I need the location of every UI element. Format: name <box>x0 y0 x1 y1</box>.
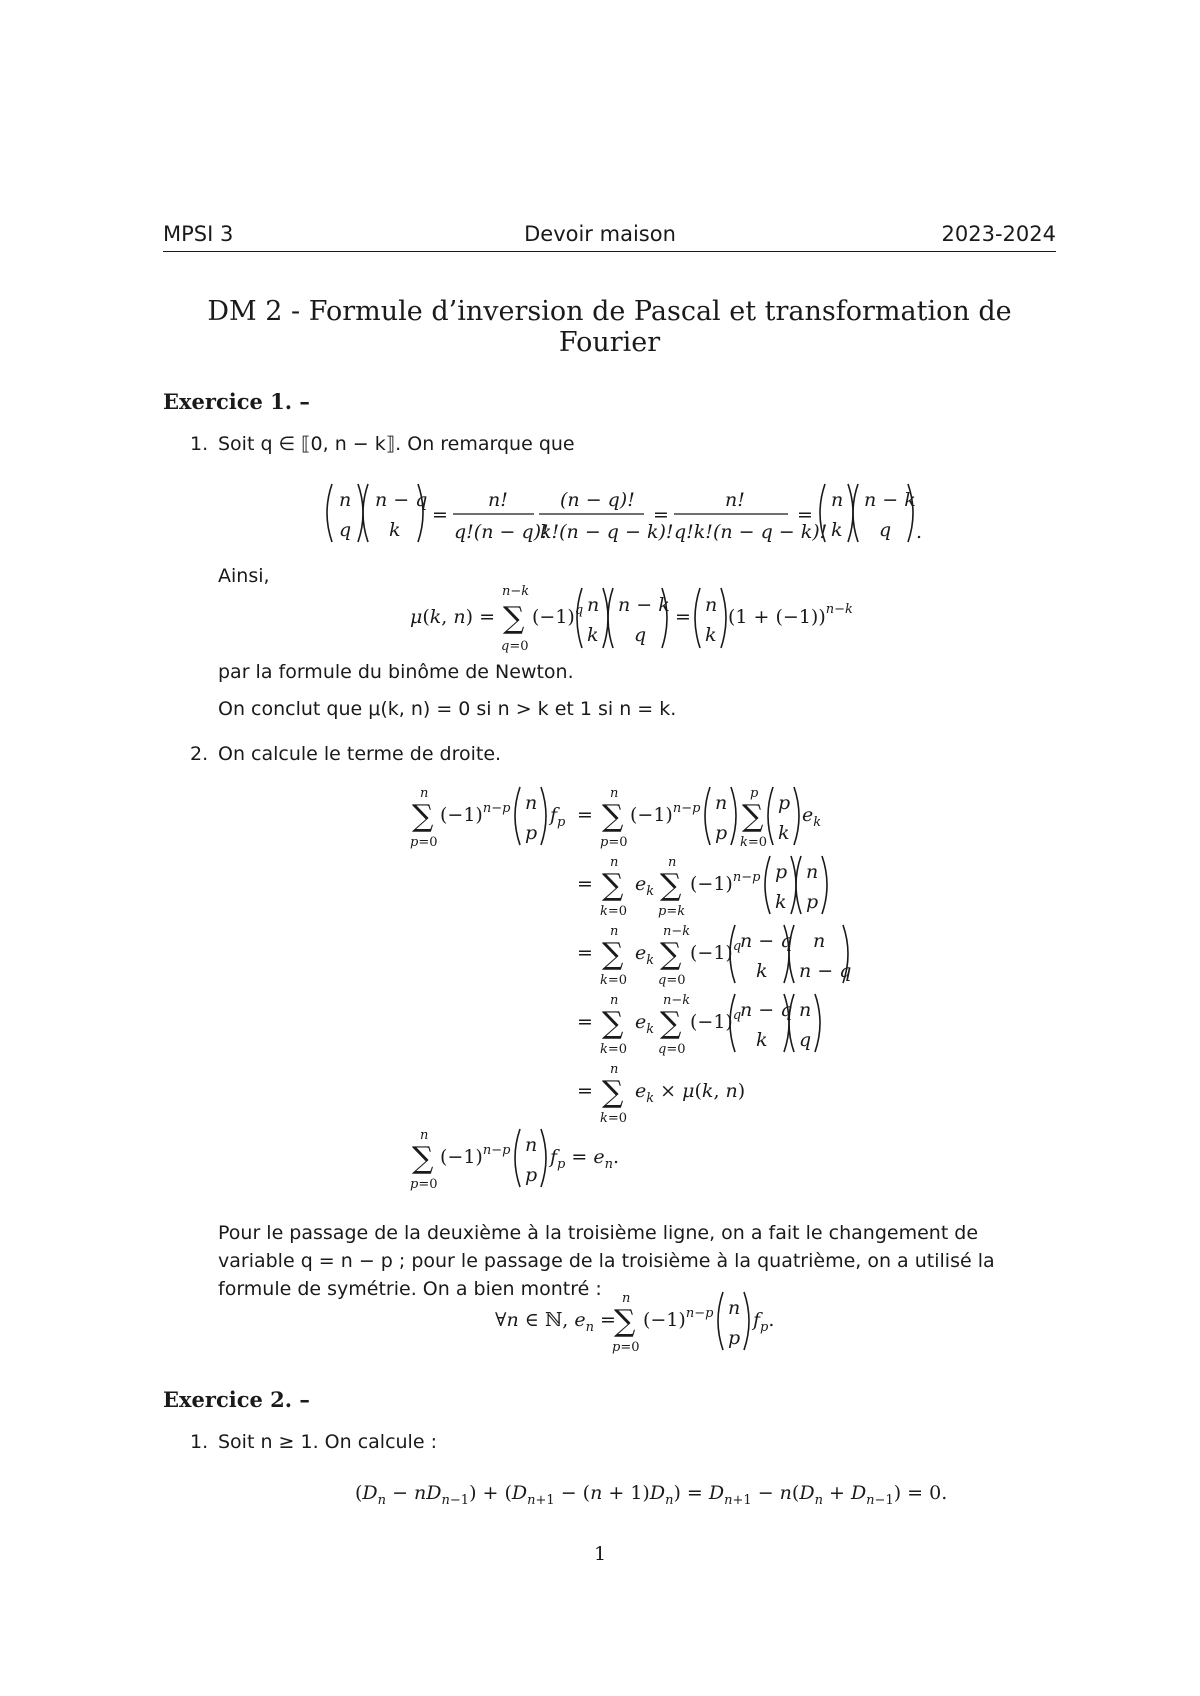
svg-text:p: p <box>750 786 759 801</box>
svg-text:q: q <box>634 624 647 646</box>
svg-text:(−1)n−p: $(-1)^{n-p}$ <box>690 870 761 895</box>
ex2-item1-number: 1. <box>190 1431 209 1453</box>
svg-text:(Dn − nDn−1) + (Dn+1 − (n + 1): $(D_n - nD_{n-1}) + (D_{n+1} - (n + 1)D_n) = D_{n+1} - n(D_n + D_{n-1}) = 0$. <box>355 1482 948 1508</box>
svg-text:(−1)n−p: $(-1)^{n-p}$ <box>643 1306 714 1331</box>
svg-text:p=0: p=0 <box>600 835 628 850</box>
svg-text:p: p <box>778 792 791 814</box>
svg-text:n: n <box>525 792 538 814</box>
svg-text:k: k <box>705 624 717 646</box>
svg-text:=: = <box>577 1011 593 1033</box>
svg-text:n: n <box>668 855 677 870</box>
svg-text:n: n <box>813 930 826 952</box>
svg-text:=: = <box>577 942 593 964</box>
svg-text:k=0: k=0 <box>600 1111 628 1126</box>
svg-text:k: k <box>778 822 790 844</box>
ex1-item1-intro: Soit q ∈ ⟦0, n − k⟧. On remarque que <box>218 433 575 455</box>
svg-text:(−1)n−p: $(-1)^{n-p}$ <box>440 1143 511 1168</box>
svg-text:k: k <box>756 1029 768 1051</box>
ex1-eq-mu <box>410 580 880 656</box>
svg-text:(−1)q: $(-1)^q$ <box>690 939 742 964</box>
svg-text:k: k <box>756 960 768 982</box>
svg-text:k: k <box>587 624 599 646</box>
svg-text:=: = <box>577 873 593 895</box>
svg-text:(−1)q: $(-1)^q$ <box>690 1008 742 1033</box>
svg-text:ek × μ(k, n): $e_k \times \mu(k$, n) <box>635 1080 746 1106</box>
svg-text:ek: $e_k$ <box>635 942 655 968</box>
svg-text:n: n <box>610 924 619 939</box>
svg-text:q: q <box>879 519 892 541</box>
svg-text:q!k!(n − q − k)!: q!k!(n − q − k)! <box>674 521 828 543</box>
svg-text:p: p <box>728 1327 741 1349</box>
svg-text:n: n <box>420 1128 429 1143</box>
svg-text:n: n <box>610 855 619 870</box>
ex1-ainsi: Ainsi, <box>218 565 270 587</box>
svg-text:n − q: n − q <box>799 960 852 982</box>
svg-text:n: n <box>420 786 429 801</box>
ex1-item2-intro: On calcule le terme de droite. <box>218 743 502 765</box>
svg-text:n: n <box>728 1297 741 1319</box>
svg-text:=: = <box>577 804 593 826</box>
ex1-item2-number: 2. <box>190 743 209 765</box>
ex2-eq-recurrence <box>355 1475 948 1511</box>
svg-text:(−1)n−p: $(-1)^{n-p}$ <box>630 801 701 826</box>
svg-text:q=0: q=0 <box>658 1042 686 1057</box>
svg-text:n: n <box>705 594 718 616</box>
svg-text:=: = <box>432 504 448 526</box>
svg-text:∑: ∑ <box>602 799 624 834</box>
svg-text:=: = <box>797 504 813 526</box>
svg-text:n − q: n − q <box>740 930 793 952</box>
svg-text:q!(n − q)!: q!(n − q)! <box>454 521 549 543</box>
page-title: DM 2 - Formule d’inversion de Pascal et transformation de Fourier <box>207 296 1012 358</box>
svg-text:n: n <box>525 1134 538 1156</box>
svg-text:ek: $e_k$ <box>802 804 822 830</box>
svg-text:p=0: p=0 <box>410 1177 438 1192</box>
svg-text:∑: ∑ <box>412 799 434 834</box>
svg-text:p=0: p=0 <box>410 835 438 850</box>
svg-text:fp.: $f_p$. <box>753 1309 775 1335</box>
ex1-conclusion: On conclut que μ(k, n) = 0 si n > k et 1 si n = k. <box>218 698 677 720</box>
svg-text:n − k: n − k <box>864 489 916 511</box>
svg-text:(−1)q: $(-1)^q$ <box>532 603 584 628</box>
ex1-newton: par la formule du binôme de Newton. <box>218 661 574 683</box>
svg-text:.: . <box>916 521 923 543</box>
ex2-item1-intro: Soit n ≥ 1. On calcule : <box>218 1431 437 1453</box>
svg-text:p: p <box>775 861 788 883</box>
ex1-item2-paragraph: Pour le passage de la deuxième à la troisième ligne, on a fait le changement de variable q = n − p ; pour le passage de la troisième à la quatrième, on a utilisé la formule de symétrie. On a bien montré : <box>218 1222 995 1300</box>
ex1-eq-final <box>495 1290 795 1362</box>
svg-text:p: p <box>525 1164 538 1186</box>
svg-text:k: k <box>831 519 843 541</box>
svg-text:n−k: n−k <box>663 993 691 1008</box>
svg-text:n: n <box>610 786 619 801</box>
svg-text:n!: n! <box>725 489 745 511</box>
svg-text:n: n <box>587 594 600 616</box>
svg-text:∑: ∑ <box>660 937 682 972</box>
svg-text:k: k <box>775 891 787 913</box>
svg-text:n − k: n − k <box>618 594 670 616</box>
svg-text:∑: ∑ <box>602 1006 624 1041</box>
svg-text:ek: $e_k$ <box>635 873 655 899</box>
svg-text:fp: $f_p$ <box>550 804 566 830</box>
svg-text:∑: ∑ <box>602 868 624 903</box>
svg-text:p: p <box>525 822 538 844</box>
svg-text:∑: ∑ <box>660 868 682 903</box>
svg-text:=: = <box>675 606 691 628</box>
exercise-1-heading: Exercice 1. – <box>163 389 310 414</box>
svg-text:∑: ∑ <box>602 1075 624 1110</box>
svg-text:n!: n! <box>488 489 508 511</box>
svg-text:k=0: k=0 <box>600 1042 628 1057</box>
svg-text:p: p <box>715 822 728 844</box>
page-number: 1 <box>593 1543 607 1565</box>
svg-text:n: n <box>831 489 844 511</box>
svg-text:n−k: n−k <box>502 584 530 599</box>
svg-text:n: n <box>715 792 728 814</box>
svg-text:k=0: k=0 <box>600 973 628 988</box>
svg-text:n: n <box>610 993 619 1008</box>
svg-text:∑: ∑ <box>412 1141 434 1176</box>
svg-text:q=0: q=0 <box>501 639 529 654</box>
svg-text:k: k <box>389 519 401 541</box>
svg-text:(n − q)!: (n − q)! <box>560 489 635 511</box>
svg-text:=: = <box>577 1080 593 1102</box>
svg-text:(−1)n−p: $(-1)^{n-p}$ <box>440 801 511 826</box>
svg-text:n: n <box>806 861 819 883</box>
header-center: Devoir maison <box>524 222 676 246</box>
svg-text:p=k: p=k <box>658 904 686 919</box>
svg-text:ek: $e_k$ <box>635 1011 655 1037</box>
svg-text:∑: ∑ <box>742 799 764 834</box>
svg-text:q=0: q=0 <box>658 973 686 988</box>
svg-text:p=0: p=0 <box>612 1340 640 1355</box>
svg-text:q: q <box>799 1029 812 1051</box>
header-right: 2023-2024 <box>941 222 1056 246</box>
svg-text:μ(k, n) =: μ(k, n) = <box>410 606 496 628</box>
svg-text:n: n <box>622 1291 631 1306</box>
svg-text:n: n <box>799 999 812 1021</box>
svg-text:=: = <box>653 504 669 526</box>
svg-text:p: p <box>806 891 819 913</box>
svg-text:n: n <box>610 1062 619 1077</box>
svg-text:n − q: n − q <box>375 489 428 511</box>
svg-text:k=0: k=0 <box>600 904 628 919</box>
svg-text:n: n <box>339 489 352 511</box>
svg-text:n−k: n−k <box>663 924 691 939</box>
header-rule <box>163 251 1056 252</box>
svg-text:∑: ∑ <box>503 601 525 636</box>
svg-text:n − q: n − q <box>740 999 793 1021</box>
svg-text:k!(n − q − k)!: k!(n − q − k)! <box>540 521 674 543</box>
svg-text:∑: ∑ <box>602 937 624 972</box>
ex1-eq-binomial-product <box>320 478 960 548</box>
svg-text:fp = en.: $f_p = e_n$. <box>550 1146 620 1172</box>
svg-text:∀n ∈ ℕ, en =: ∀n ∈ ℕ, $e_n$ = <box>495 1309 616 1335</box>
svg-text:∑: ∑ <box>660 1006 682 1041</box>
svg-text:(1 + (−1))n−k: $(1 + (-1))^{n-k}$ <box>728 602 853 628</box>
exercise-2-heading: Exercice 2. – <box>163 1387 310 1412</box>
header-left: MPSI 3 <box>163 222 234 246</box>
svg-text:∑: ∑ <box>614 1304 636 1339</box>
svg-text:q: q <box>339 519 352 541</box>
svg-text:k=0: k=0 <box>740 835 768 850</box>
ex1-item1-number: 1. <box>190 433 209 455</box>
ex1-eq-derivation <box>410 783 890 1192</box>
